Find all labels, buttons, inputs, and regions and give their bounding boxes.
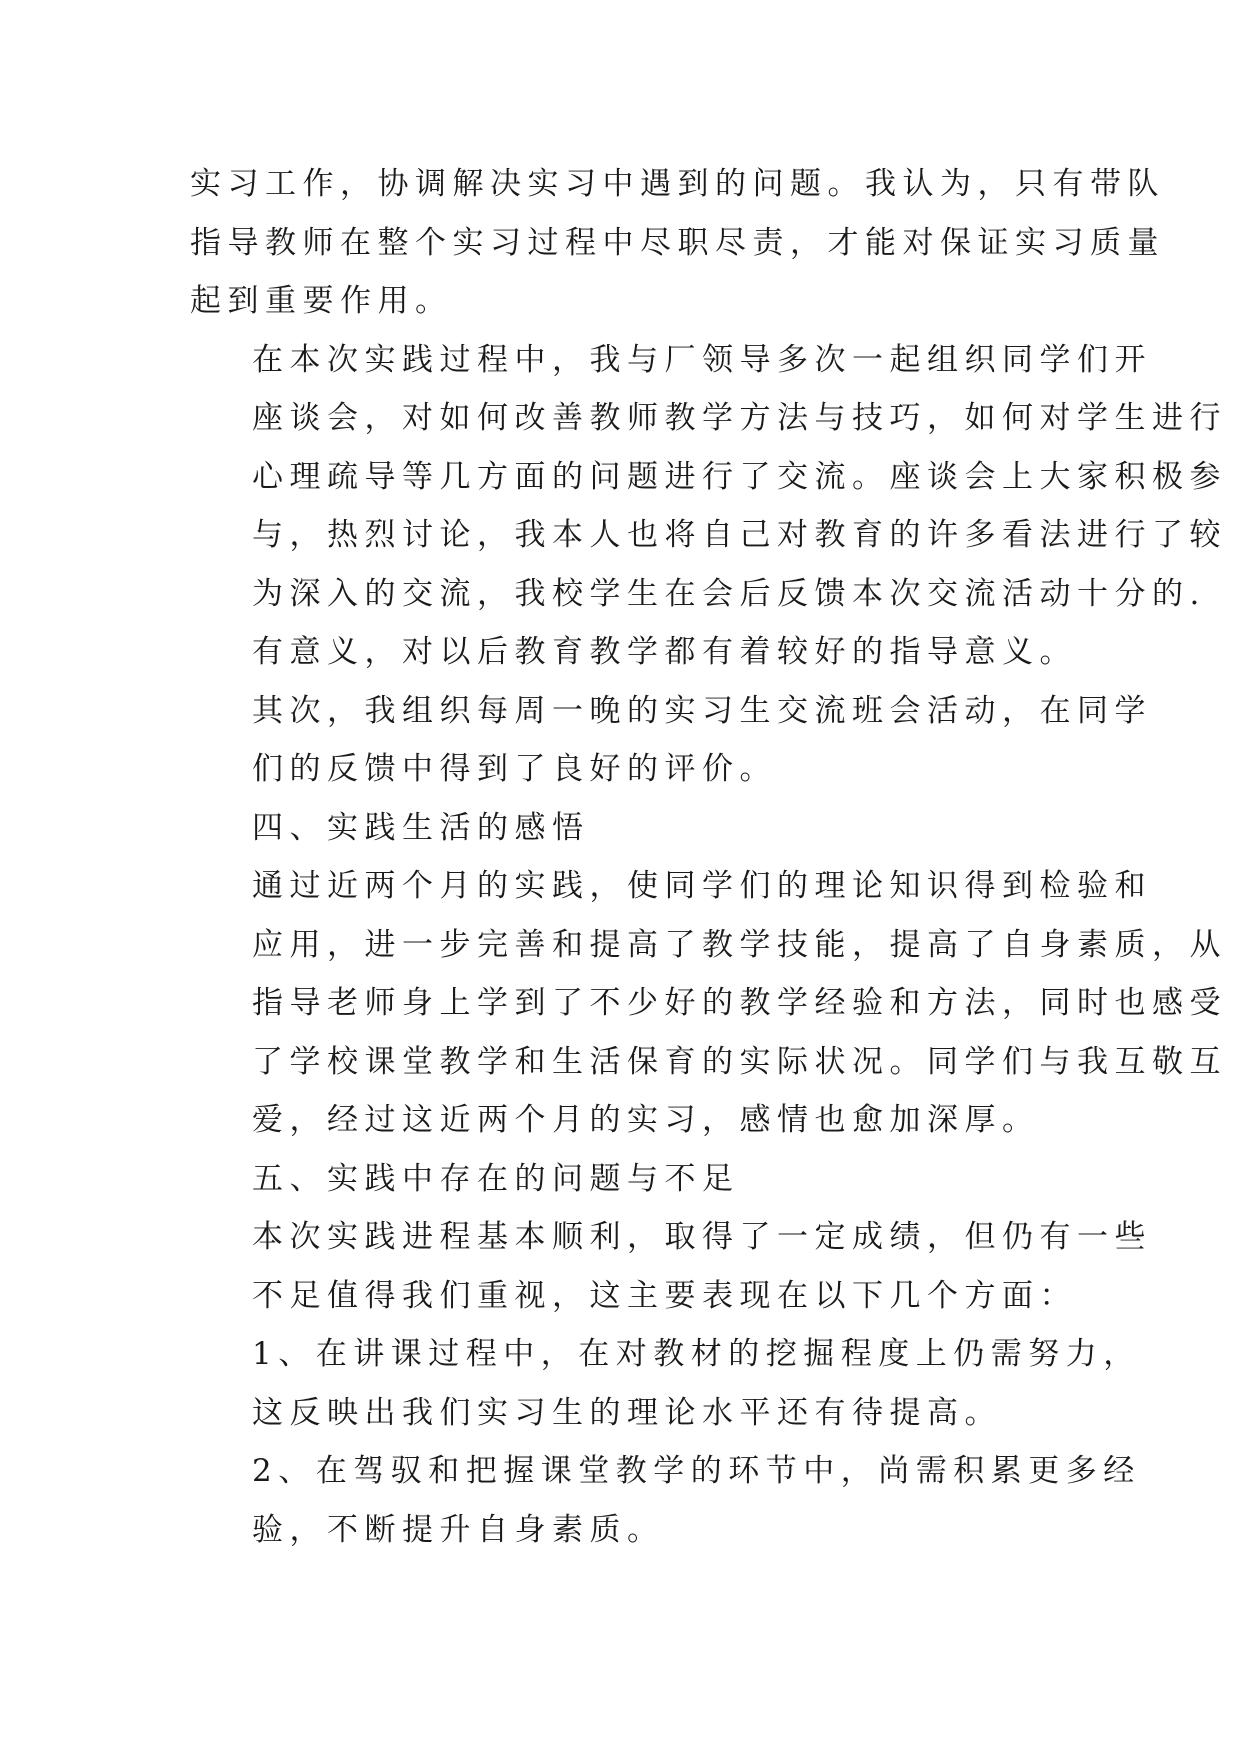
text-line: 为深入的交流，我校学生在会后反馈本次交流活动十分的.	[252, 575, 1206, 612]
paragraph	[190, 682, 1152, 799]
text-line: 这反映出我们实习生的理论水平还有待提高。	[252, 1394, 1002, 1431]
paragraph	[190, 857, 1227, 1150]
text-line: 了学校课堂教学和生活保育的实际状况。同学们与我互敬互	[252, 1043, 1227, 1080]
text-line: 五、实践中存在的问题与不足	[252, 1160, 740, 1197]
text-line: 们的反馈中得到了良好的评价。	[252, 751, 777, 787]
text-line: 通过近两个月的实践，使同学们的理论知识得到检验和	[252, 868, 1152, 904]
text-line: 心理疏导等几方面的问题进行了交流。座谈会上大家积极参	[252, 458, 1227, 495]
text-line: 本次实践进程基本顺利，取得了一定成绩，但仍有一些	[252, 1219, 1152, 1255]
paragraph	[190, 1442, 1141, 1559]
paragraph	[190, 799, 1050, 858]
text-line: 座谈会，对如何改善教师教学方法与技巧，如何对学生进行	[252, 400, 1227, 436]
text-line: 2、在驾驭和把握课堂教学的环节中，尚需积累更多经	[252, 1453, 1141, 1489]
paragraph	[190, 1150, 1050, 1209]
text-line: 实习工作，协调解决实习中遇到的问题。我认为，只有带队	[190, 166, 1165, 202]
text-line: 爱，经过这近两个月的实习，感情也愈加深厚。	[252, 1102, 1040, 1138]
text-line: 指导教师在整个实习过程中尽职尽责，才能对保证实习质量	[190, 224, 1165, 261]
text-line: 指导老师身上学到了不少好的教学经验和方法，同时也感受	[252, 985, 1227, 1021]
text-line: 应用，进一步完善和提高了教学技能，提高了自身素质，从	[252, 926, 1227, 963]
text-line: 在本次实践过程中，我与厂领导多次一起组织同学们开	[252, 341, 1152, 378]
text-line: 其次，我组织每周一晚的实习生交流班会活动，在同学	[252, 692, 1152, 729]
paragraph	[190, 1208, 1152, 1325]
text-line: 起到重要作用。	[190, 283, 453, 319]
paragraph	[190, 155, 1165, 331]
paragraph	[190, 1325, 1141, 1442]
paragraph	[190, 331, 1227, 682]
text-line: 验，不断提升自身素质。	[252, 1511, 665, 1548]
document-body	[190, 155, 1227, 1559]
text-line: 不足值得我们重视，这主要表现在以下几个方面：	[252, 1277, 1077, 1314]
text-line: 有意义，对以后教育教学都有着较好的指导意义。	[252, 634, 1077, 670]
text-line: 四、实践生活的感悟	[252, 809, 590, 846]
text-line: 与，热烈讨论，我本人也将自己对教育的许多看法进行了较	[252, 517, 1227, 553]
text-line: 1、在讲课过程中，在对教材的挖掘程度上仍需努力，	[252, 1336, 1141, 1372]
